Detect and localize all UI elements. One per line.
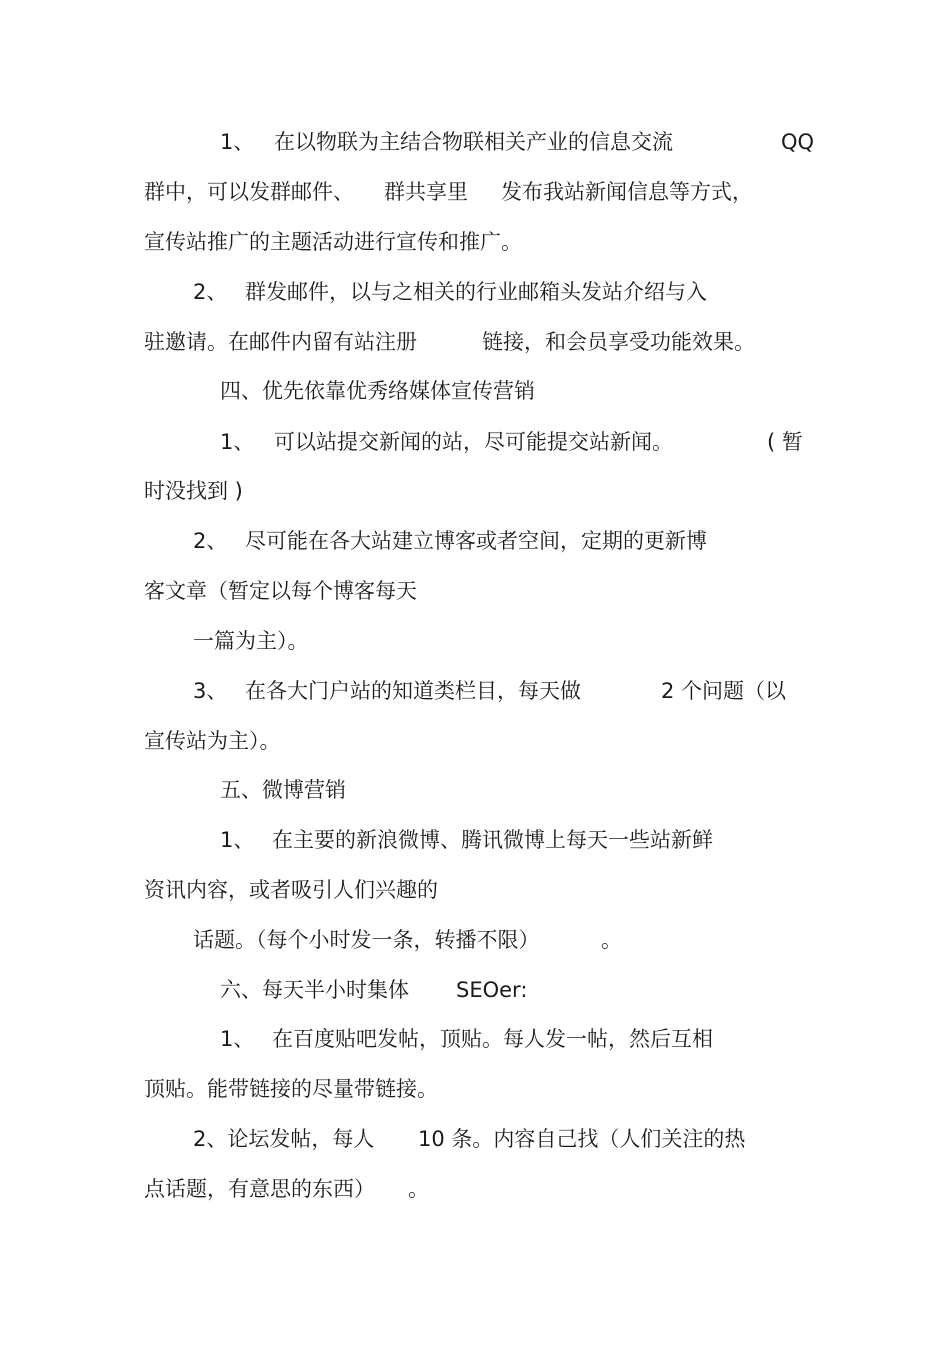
line-21-part-2: 10 条。内容自己找（人们关注的热: [418, 1127, 746, 1151]
line-9-text: 尽可能在各大站建立博客或者空间，定期的更新博: [245, 529, 707, 553]
section-heading-5: 五、微博营销: [220, 778, 346, 802]
line-17-end: 。: [601, 928, 622, 952]
line-19-text: 在百度贴吧发帖，顶贴。每人发一帖，然后互相: [272, 1027, 713, 1051]
line-7-note: ( 暂: [767, 430, 803, 454]
line-20-text: 顶贴。能带链接的尽量带链接。: [144, 1077, 438, 1101]
line-12-number: 3、: [193, 679, 228, 703]
line-22-end: 。: [408, 1177, 429, 1201]
line-1-qq: QQ: [781, 130, 815, 154]
line-15-number: 1、: [220, 828, 255, 852]
line-7-number: 1、: [220, 430, 255, 454]
section-heading-6-term: SEOer:: [456, 978, 528, 1002]
line-9-number: 2、: [193, 529, 228, 553]
line-15-text: 在主要的新浪微博、腾讯微博上每天一些站新鲜: [272, 828, 713, 852]
line-4-number: 2、: [193, 280, 228, 304]
line-1-number: 1、: [220, 130, 255, 154]
line-5-part-2: 链接，和会员享受功能效果。: [482, 330, 755, 354]
line-8-text: 时没找到 ): [144, 479, 243, 503]
line-1-text: 在以物联为主结合物联相关产业的信息交流: [274, 130, 673, 154]
line-21-part-1: 2、论坛发帖，每人: [193, 1127, 375, 1151]
line-17-text: 话题。（每个小时发一条，转播不限）: [193, 928, 540, 952]
line-2-part-2: 群共享里: [384, 180, 468, 204]
line-22-text: 点话题，有意思的东西）: [144, 1177, 375, 1201]
section-heading-4: 四、优先依靠优秀络媒体宣传营销: [220, 379, 535, 403]
line-12-count: 2 个问题（以: [661, 679, 787, 703]
line-11-text: 一篇为主）。: [193, 629, 309, 653]
line-16-text: 资讯内容，或者吸引人们兴趣的: [144, 878, 438, 902]
line-2-part-3: 发布我站新闻信息等方式，: [501, 180, 753, 204]
line-13-text: 宣传站为主）。: [144, 729, 281, 753]
line-12-text: 在各大门户站的知道类栏目，每天做: [245, 679, 581, 703]
line-4-text: 群发邮件，以与之相关的行业邮箱头发站介绍与入: [245, 280, 707, 304]
line-2-part-1: 群中，可以发群邮件、: [144, 180, 354, 204]
line-10-text: 客文章（暂定以每个博客每天: [144, 579, 417, 603]
line-19-number: 1、: [220, 1027, 255, 1051]
section-heading-6: 六、每天半小时集体: [220, 978, 409, 1002]
line-7-text: 可以站提交新闻的站，尽可能提交站新闻。: [274, 430, 673, 454]
line-3-text: 宣传站推广的主题活动进行宣传和推广。: [144, 230, 522, 254]
line-5-part-1: 驻邀请。在邮件内留有站注册: [144, 330, 417, 354]
